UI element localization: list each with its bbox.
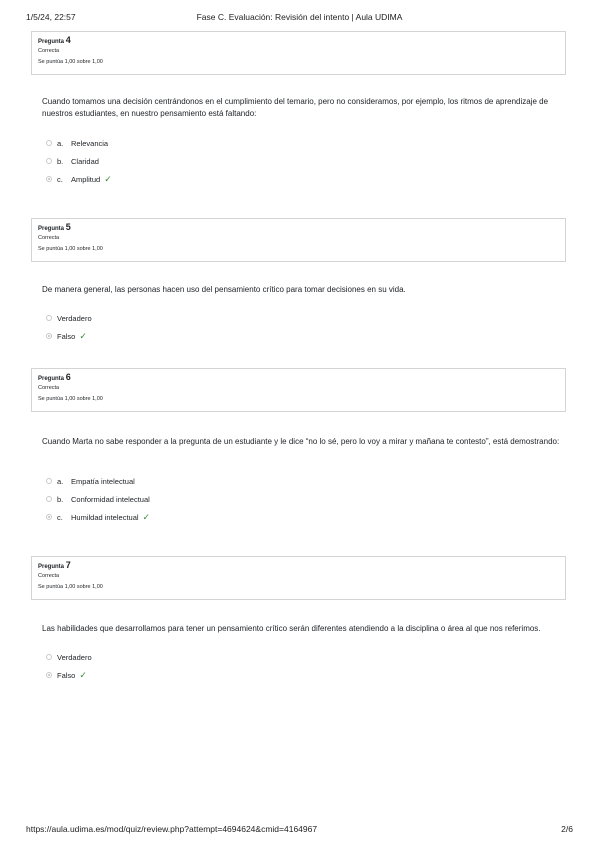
answer-option[interactable] (46, 170, 112, 188)
question-info (31, 556, 566, 600)
option-label: Conformidad intelectual (71, 494, 150, 504)
check-icon: ✓ (79, 330, 87, 341)
radio-button[interactable] (46, 315, 52, 321)
radio-button-selected[interactable] (46, 333, 52, 339)
page-url[interactable]: https://aula.udima.es/mod/quiz/review.php?attempt=4694624&cmid=4164967 (26, 824, 318, 834)
answer-option[interactable] (46, 490, 150, 508)
option-label: Claridad (71, 156, 99, 166)
question-number: Pregunta 6 (38, 372, 71, 382)
option-letter: c. (57, 174, 63, 184)
answer-option[interactable] (46, 309, 92, 327)
question-state: Correcta (38, 48, 60, 54)
question-number: Pregunta 4 (38, 35, 71, 45)
question-state: Correcta (38, 235, 60, 241)
radio-button-selected[interactable] (46, 514, 52, 520)
answer-option[interactable] (46, 152, 112, 170)
question-grade: Se puntúa 1,00 sobre 1,00 (38, 396, 103, 402)
radio-button-selected[interactable] (46, 176, 52, 182)
option-label: Verdadero (57, 652, 92, 662)
radio-button[interactable] (46, 654, 52, 660)
option-letter: b. (57, 156, 64, 166)
question-number: Pregunta 7 (38, 560, 71, 570)
question-grade: Se puntúa 1,00 sobre 1,00 (38, 584, 103, 590)
question-grade: Se puntúa 1,00 sobre 1,00 (38, 59, 103, 65)
answer-option[interactable] (46, 508, 150, 526)
question-number: Pregunta 5 (38, 222, 71, 232)
check-icon: ✓ (142, 511, 151, 522)
page-number: 2/6 (561, 824, 573, 834)
question-text: Cuando tomamos una decisión centrándonos en el cumplimiento del temario, pero no consideramos, por ejemplo, los ritmos de aprendizaje de nuestros estudiantes, en nuestro pensamiento está faltando: (42, 97, 549, 118)
question-text: Las habilidades que desarrollamos para tener un pensamiento crítico serán diferentes atendiendo a la disciplina o área al que nos referimos. (42, 624, 541, 633)
radio-button[interactable] (46, 478, 52, 484)
page-title: Fase C. Evaluación: Revisión del intento | Aula UDIMA (196, 12, 403, 22)
question-info (31, 368, 566, 412)
radio-button[interactable] (46, 158, 52, 164)
radio-button[interactable] (46, 140, 52, 146)
answer-option[interactable] (46, 666, 92, 684)
option-label: Amplitud (71, 174, 101, 184)
question-state: Correcta (38, 385, 60, 391)
answer-options (46, 134, 112, 188)
question-text: De manera general, las personas hacen uso del pensamiento crítico para tomar decisiones en su vida. (42, 285, 406, 294)
question-info (31, 218, 566, 262)
answer-option[interactable] (46, 327, 92, 345)
answer-option[interactable] (46, 472, 150, 490)
answer-option[interactable] (46, 134, 112, 152)
check-icon: ✓ (79, 669, 87, 680)
option-letter: a. (57, 476, 64, 486)
radio-button[interactable] (46, 496, 52, 502)
option-label: Relevancia (71, 138, 109, 148)
question-info (31, 31, 566, 75)
option-label: Falso (57, 670, 76, 680)
check-icon: ✓ (104, 173, 112, 184)
question-text: Cuando Marta no sabe responder a la pregunta de un estudiante y le dice “no lo sé, pero lo voy a mirar y mañana te contesto”, está demostrando: (42, 437, 560, 446)
print-header (26, 12, 573, 24)
option-label: Falso (57, 331, 76, 341)
option-letter: a. (57, 138, 64, 148)
option-label: Empatía intelectual (71, 476, 135, 486)
print-date: 1/5/24, 22:57 (26, 12, 76, 22)
option-label: Verdadero (57, 313, 92, 323)
print-footer (26, 824, 573, 836)
radio-button-selected[interactable] (46, 672, 52, 678)
question-grade: Se puntúa 1,00 sobre 1,00 (38, 246, 103, 252)
answer-options (46, 472, 150, 526)
answer-options (46, 309, 92, 345)
question-state: Correcta (38, 573, 60, 579)
option-label: Humildad intelectual (71, 512, 139, 522)
option-letter: c. (57, 512, 63, 522)
answer-option[interactable] (46, 648, 92, 666)
answer-options (46, 648, 92, 684)
option-letter: b. (57, 494, 64, 504)
